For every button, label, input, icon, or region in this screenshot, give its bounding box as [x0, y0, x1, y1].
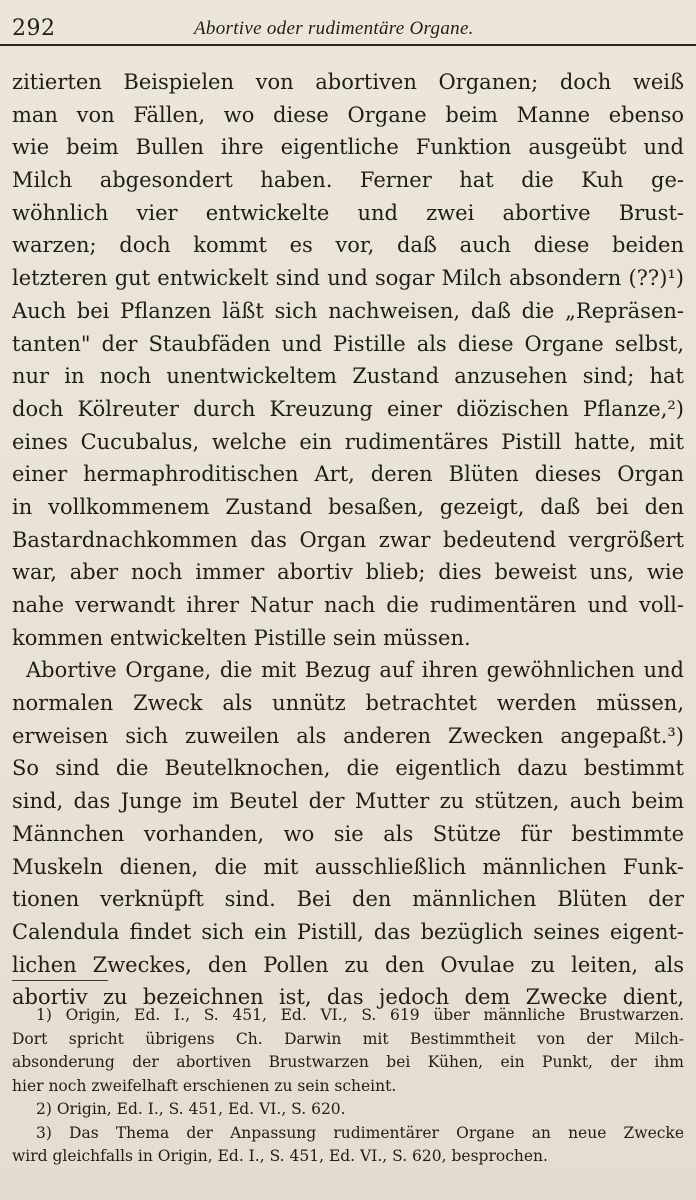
- text-line: wöhnlich vier entwickelte und zwei abortive Brust-: [12, 200, 684, 225]
- text-line: tionen verknüpft sind. Bei den männlichen Blüten der: [12, 887, 684, 912]
- text-line: kommen entwickelten Pistille sein müssen.: [12, 625, 471, 650]
- text-line: war, aber noch immer abortiv blieb; dies beweist uns, wie: [12, 560, 684, 585]
- footnotes: [12, 1004, 684, 1169]
- text-line: tanten" der Staubfäden und Pistille als diese Organe selbst,: [12, 331, 684, 356]
- text-line: zitierten Beispielen von abortiven Organen; doch weiß: [12, 70, 684, 94]
- footnote-line: wird gleichfalls in Origin, Ed. I., S. 451, Ed. VI., S. 620, besprochen.: [12, 1147, 548, 1165]
- text-line: einer hermaphroditischen Art, deren Blüten dieses Organ: [12, 462, 684, 487]
- text-line: Milch abgesondert haben. Ferner hat die Kuh ge-: [12, 168, 684, 193]
- text-line: Muskeln dienen, die mit ausschließlich männlichen Funk-: [12, 854, 684, 879]
- footnote-line: hier noch zweifelhaft erschienen zu sein scheint.: [12, 1076, 397, 1095]
- text-line: Männchen vorhanden, wo sie als Stütze für bestimmte: [12, 821, 684, 846]
- footnote-line: Dort spricht übrigens Ch. Darwin mit Bestimmtheit von der Milch-: [12, 1029, 684, 1048]
- header-rule: [0, 44, 696, 46]
- text-line: Auch bei Pflanzen läßt sich nachweisen, daß die „Repräsen-: [12, 298, 684, 323]
- text-line: sind, das Junge im Beutel der Mutter zu stützen, auch beim: [12, 789, 684, 814]
- text-line: man von Fällen, wo diese Organe beim Manne ebenso: [12, 102, 684, 127]
- running-head: Abortive oder rudimentäre Organe.: [194, 18, 474, 39]
- page-number: 292: [12, 16, 56, 41]
- text-line: abortiv zu bezeichnen ist, das jedoch dem Zwecke dient,: [12, 985, 684, 1010]
- text-line: normalen Zweck als unnütz betrachtet werden müssen,: [12, 691, 684, 716]
- text-line: letzteren gut entwickelt sind und sogar Milch absondern (??)¹): [12, 266, 684, 291]
- text-line: Abortive Organe, die mit Bezug auf ihren gewöhnlichen und: [26, 658, 684, 683]
- text-line: warzen; doch kommt es vor, daß auch diese beiden: [12, 233, 684, 258]
- page-header: [0, 12, 696, 46]
- text-line: wie beim Bullen ihre eigentliche Funktion ausgeübt und: [12, 135, 684, 160]
- footnote-line: 1) Origin, Ed. I., S. 451, Ed. VI., S. 619 über männliche Brustwarzen.: [36, 1006, 684, 1024]
- text-line: in vollkommenem Zustand besaßen, gezeigt, daß bei den: [12, 494, 684, 519]
- text-line: eines Cucubalus, welche ein rudimentäres Pistill hatte, mit: [12, 429, 684, 454]
- text-line: So sind die Beutelknochen, die eigentlich dazu bestimmt: [12, 756, 684, 781]
- text-line: doch Kölreuter durch Kreuzung einer diözischen Pflanze,²): [12, 396, 684, 421]
- footnote-line: 2) Origin, Ed. I., S. 451, Ed. VI., S. 620.: [36, 1100, 346, 1118]
- footnote-rule: [12, 980, 108, 981]
- text-line: Bastardnachkommen das Organ zwar bedeutend vergrößert: [12, 527, 684, 552]
- text-line: nahe verwandt ihrer Natur nach die rudimentären und voll-: [12, 593, 684, 617]
- text-line: Calendula findet sich ein Pistill, das bezüglich seines eigent-: [12, 919, 684, 944]
- footnote-line: absonderung der abortiven Brustwarzen bei Kühen, ein Punkt, der ihm: [12, 1053, 684, 1071]
- text-line: erweisen sich zuweilen als anderen Zwecken angepaßt.³): [12, 723, 684, 748]
- main-text: [12, 66, 684, 1014]
- text-line: nur in noch unentwickeltem Zustand anzusehen sind; hat: [12, 364, 684, 389]
- footnote-line: 3) Das Thema der Anpassung rudimentärer Organe an neue Zwecke: [36, 1123, 684, 1142]
- text-line: lichen Zweckes, den Pollen zu den Ovulae zu leiten, als: [12, 952, 684, 977]
